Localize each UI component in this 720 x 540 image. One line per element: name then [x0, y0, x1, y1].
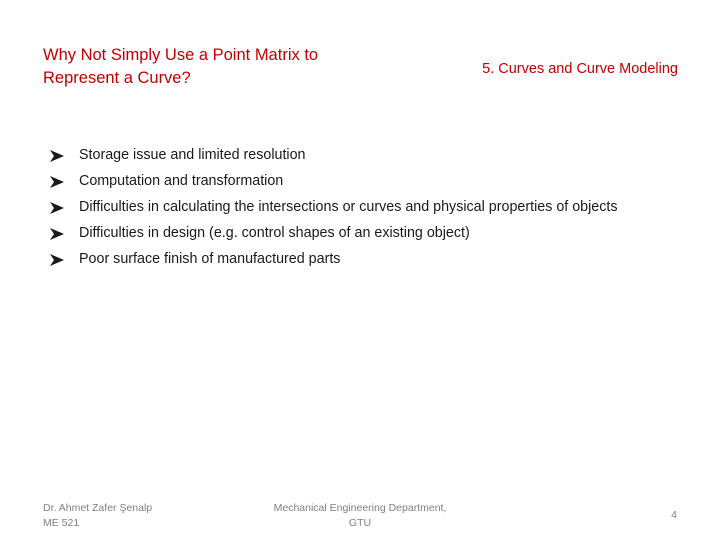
bullet-text: Computation and transformation	[79, 173, 284, 189]
footer-course: ME 521	[43, 517, 80, 529]
bullet-item	[50, 249, 660, 269]
section-heading: 5. Curves and Curve Modeling	[482, 61, 678, 77]
page-number: 4	[671, 509, 677, 521]
arrowhead-bullet-icon	[50, 150, 64, 162]
bullet-text: Difficulties in calculating the intersections or curves and physical properties of objects	[79, 199, 618, 215]
slide-title-line-2: Represent a Curve?	[43, 69, 191, 87]
footer-author: Dr. Ahmet Zafer Şenalp	[43, 502, 153, 514]
bullet-item	[50, 171, 660, 191]
arrowhead-bullet-icon	[50, 254, 64, 266]
footer-department-line-1: Mechanical Engineering Department,	[273, 502, 447, 514]
slide-title-line-1: Why Not Simply Use a Point Matrix to	[43, 46, 319, 64]
bullet-text: Poor surface finish of manufactured parts	[79, 251, 341, 267]
arrowhead-bullet-icon	[50, 228, 64, 240]
bullet-text: Difficulties in design (e.g. control shapes of an existing object)	[79, 225, 470, 241]
bullet-list	[50, 145, 660, 275]
arrowhead-bullet-icon	[50, 176, 64, 188]
bullet-item	[50, 145, 660, 165]
bullet-item	[50, 197, 660, 217]
footer-author-block	[43, 501, 152, 531]
slide-title	[43, 44, 373, 90]
bullet-text: Storage issue and limited resolution	[79, 147, 306, 163]
footer-department-line-2: GTU	[348, 517, 372, 529]
bullet-item	[50, 223, 660, 243]
footer-department-block	[260, 501, 460, 531]
arrowhead-bullet-icon	[50, 202, 64, 214]
